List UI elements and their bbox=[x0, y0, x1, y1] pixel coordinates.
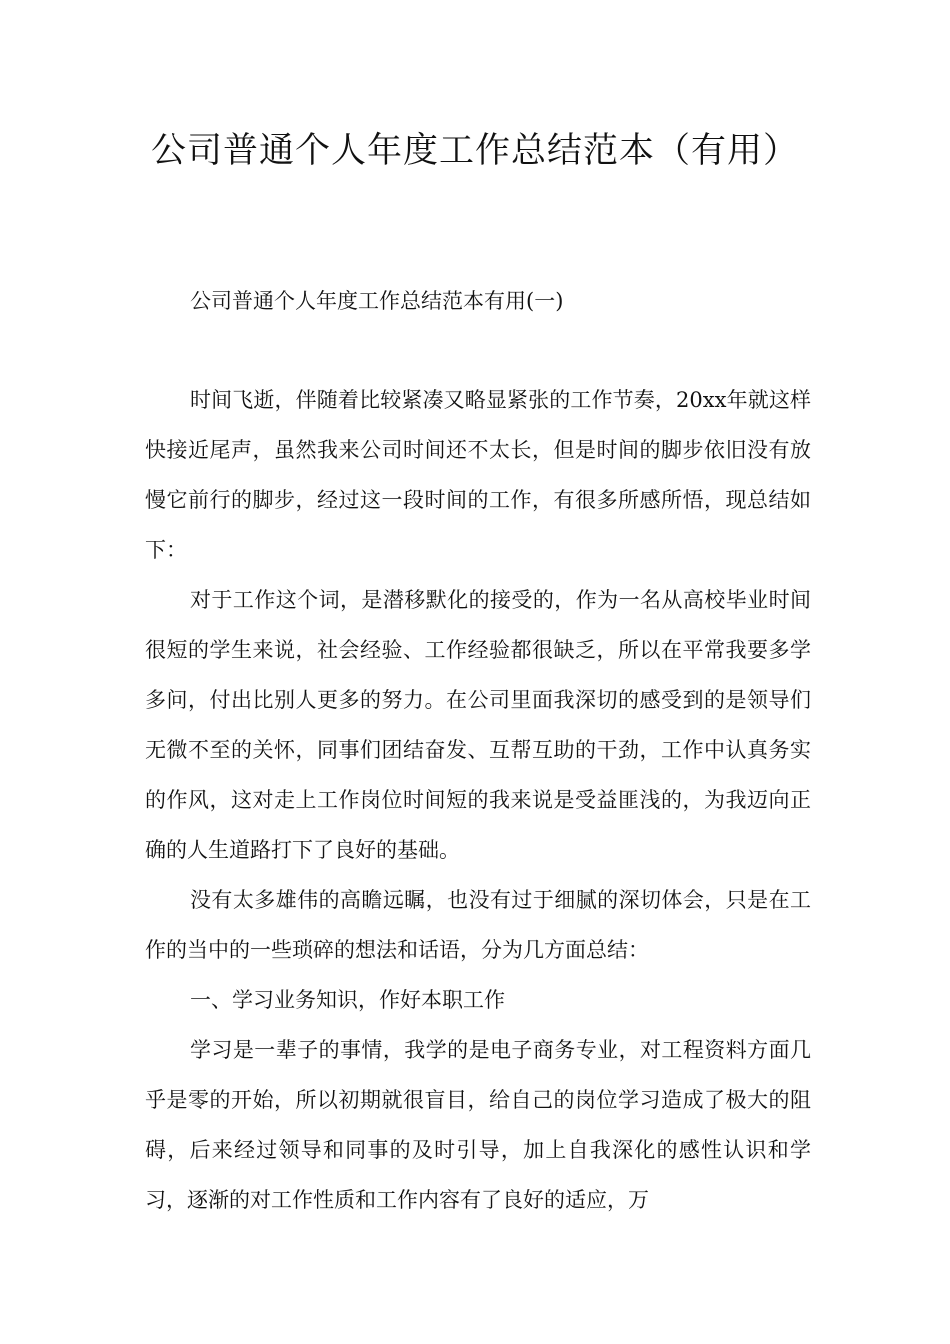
document-subtitle: 公司普通个人年度工作总结范本有用(一) bbox=[190, 289, 564, 313]
paragraph-intro: 时间飞逝，伴随着比较紧凑又略显紧张的工作节奏，20xx年就这样快接近尾声，虽然我来公司时间还不太长，但是时间的脚步依旧没有放慢它前行的脚步，经过这一段时间的工作，有很多所感所悟，现总结如下： bbox=[145, 388, 811, 562]
section-heading-1: 一、学习业务知识，作好本职工作 bbox=[190, 988, 505, 1012]
document-body bbox=[145, 375, 811, 1225]
paragraph-summary-lead: 没有太多雄伟的高瞻远瞩，也没有过于细腻的深切体会，只是在工作的当中的一些琐碎的想法和话语，分为几方面总结： bbox=[145, 888, 811, 962]
document-title: 公司普通个人年度工作总结范本（有用） bbox=[150, 131, 799, 171]
paragraph-work-attitude: 对于工作这个词，是潜移默化的接受的，作为一名从高校毕业时间很短的学生来说，社会经验、工作经验都很缺乏，所以在平常我要多学多问，付出比别人更多的努力。在公司里面我深切的感受到的是领导们无微不至的关怀，同事们团结奋发、互帮互助的干劲，工作中认真务实的作风，这对走上工作岗位时间短的我来说是受益匪浅的，为我迈向正确的人生道路打下了良好的基础。 bbox=[145, 588, 811, 862]
paragraph-learning: 学习是一辈子的事情，我学的是电子商务专业，对工程资料方面几乎是零的开始，所以初期就很盲目，给自己的岗位学习造成了极大的阻碍，后来经过领导和同事的及时引导，加上自我深化的感性认识和学习，逐渐的对工作性质和工作内容有了良好的适应，万 bbox=[145, 1038, 811, 1212]
